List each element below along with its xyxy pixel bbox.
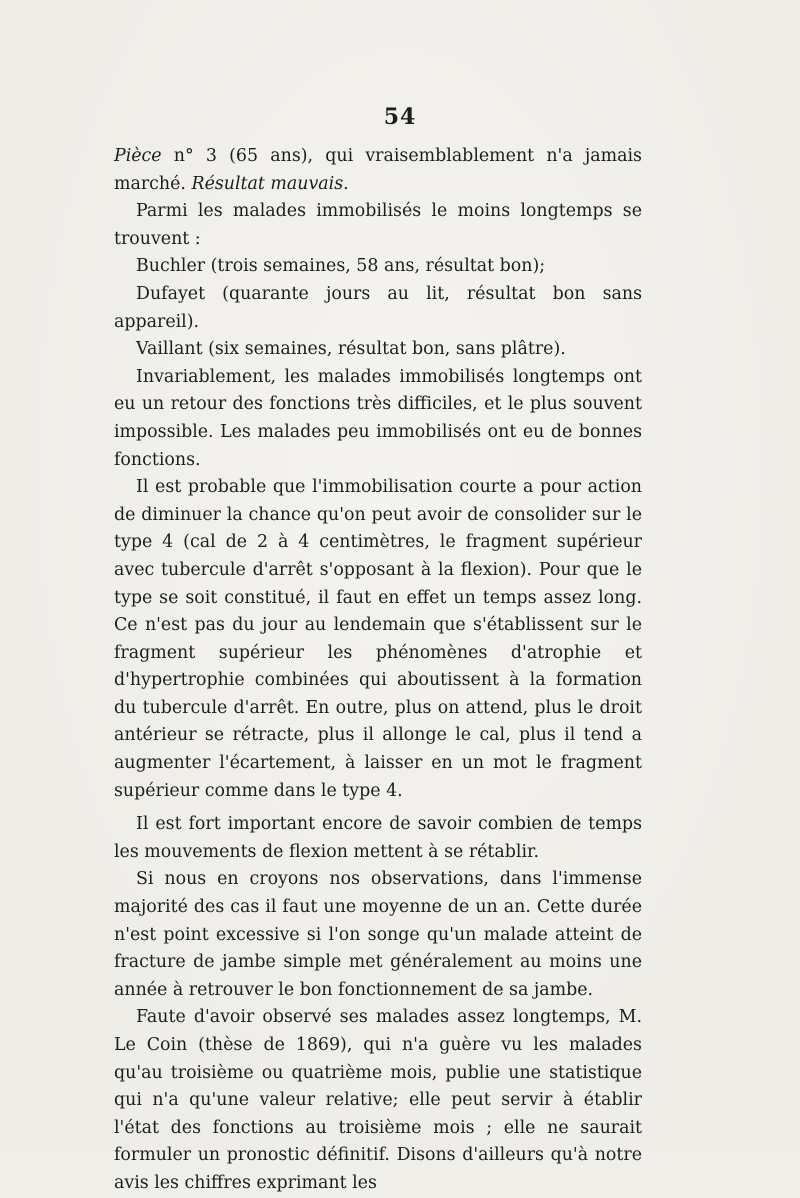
paragraph-immobilisation: Il est probable que l'immobilisation courte a pour action de diminuer la chance qu'on peut avoir de consolider sur le type 4 (cal de 2 à 4 centimètres, le fragment supérieur avec tubercule d'arrêt s'opposant à la flexion). Pour que le type se soit constitué, il faut en effet un temps assez long. Ce n'est pas du jour au lendemain que s'établissent sur le fragment supérieur les phénomènes d'atrophie et d'hypertrophie combinées qui aboutissent à la formation du tubercule d'arrêt. En outre, plus on attend, plus le droit antérieur se rétracte, plus il allonge le cal, plus il tend a augmenter l'écartement, à laisser en un mot le fragment supérieur comme dans le type 4.	[114, 477, 642, 801]
list-item-dufayet: Dufayet (quarante jours au lit, résultat bon sans appareil).	[114, 283, 642, 332]
result-label: Résultat mauvais.	[191, 173, 349, 194]
body-text	[114, 143, 642, 1198]
list-item-buchler: Buchler (trois semaines, 58 ans, résultat bon);	[136, 256, 546, 277]
piece-text: n° 3 (65 ans), qui vraisemblablement n'a jamais marché.	[114, 146, 642, 194]
paragraph-le-coin: Faute d'avoir observé ses malades assez longtemps, M. Le Coin (thèse de 1869), qui n'a guère vu les malades qu'au troisième ou quatrième mois, publie une statistique qui n'a qu'une valeur relative; elle peut servir à établir l'état des fonctions au troisième mois ; elle ne saurait formuler un pronostic définitif. Disons d'ailleurs qu'à notre avis les chiffres exprimant les	[114, 1007, 642, 1193]
paragraph-result-piece	[114, 143, 642, 198]
paragraph-temps: Il est fort important encore de savoir combien de temps les mouvements de flexion mettent à se rétablir.	[114, 814, 642, 862]
paragraph-invariablement: Invariablement, les malades immobilisés longtemps ont eu un retour des fonctions très difficiles, et le plus souvent impossible. Les malades peu immobilisés ont eu de bonnes fonctions.	[114, 366, 642, 470]
list-item-vaillant: Vaillant (six semaines, résultat bon, sans plâtre).	[136, 339, 566, 360]
piece-label: Pièce	[114, 146, 162, 166]
page-number: 54	[383, 104, 417, 130]
paragraph-intro-list: Parmi les malades immobilisés le moins longtemps se trouvent :	[114, 201, 642, 249]
paragraph-observations: Si nous en croyons nos observations, dans l'immense majorité des cas il faut une moyenne de un an. Cette durée n'est point excessive si l'on songe qu'un malade atteint de fracture de jambe simple met généralement au moins une année à retrouver le bon fonctionnement de sa jambe.	[114, 869, 642, 1000]
